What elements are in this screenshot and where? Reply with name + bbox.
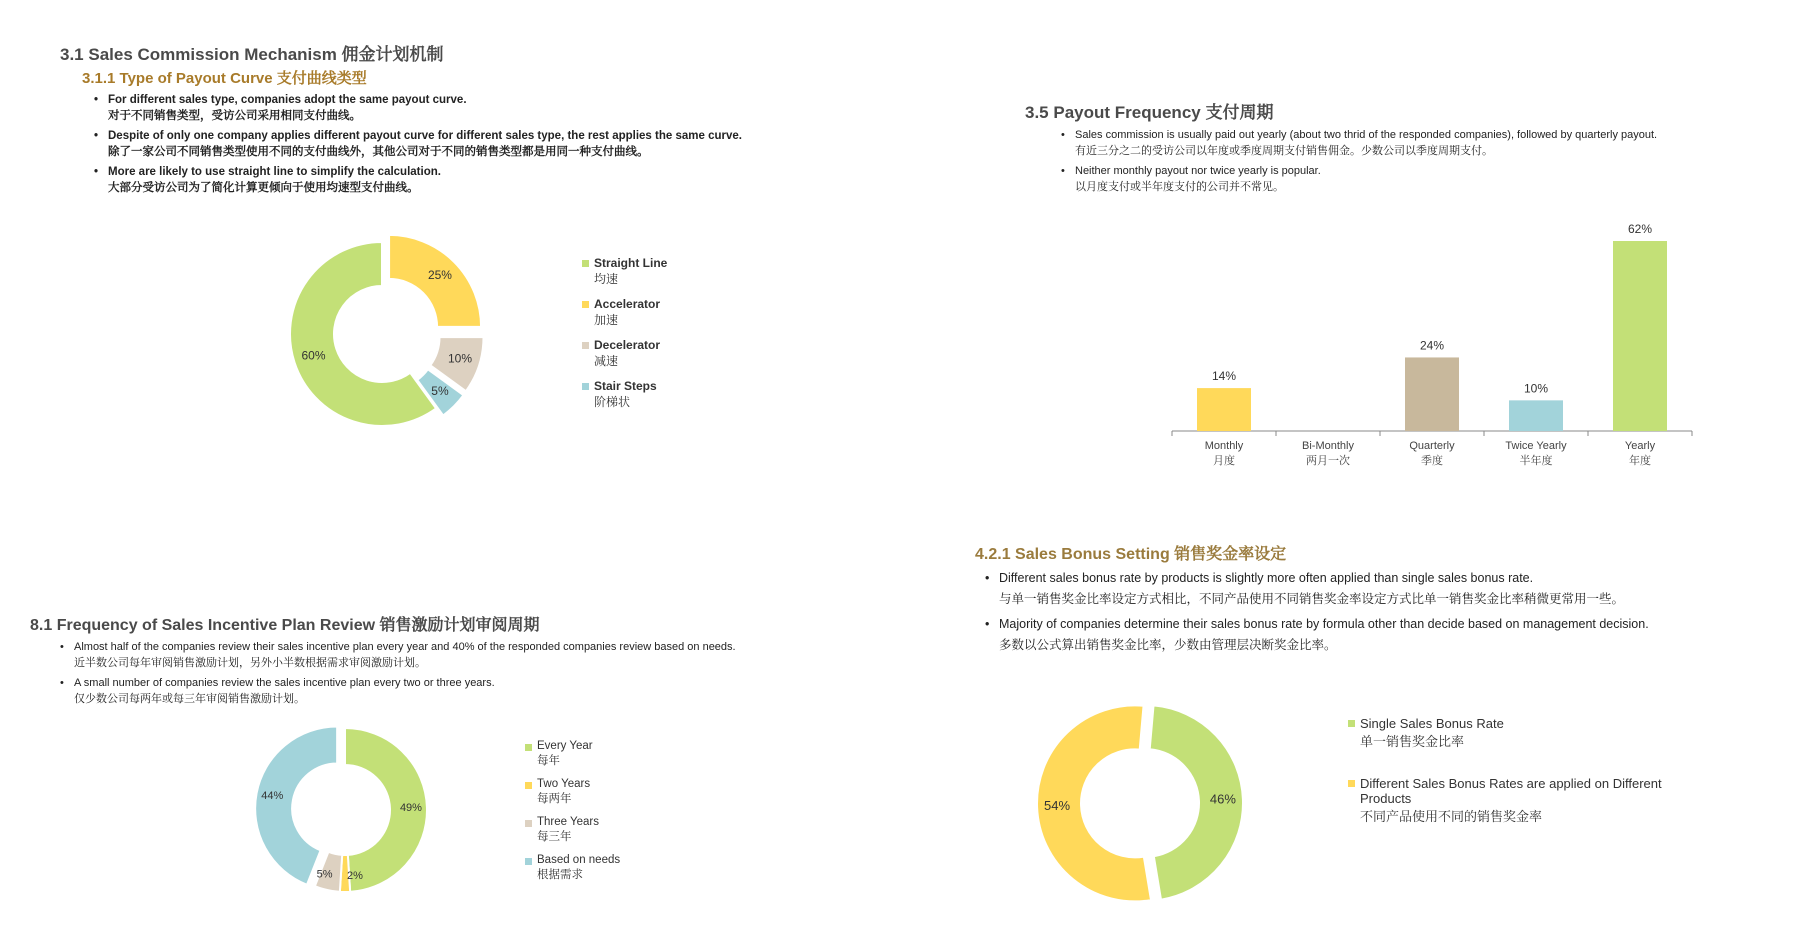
- legend-item: Straight Line 均速: [582, 256, 667, 287]
- bullet-item: • Sales commission is usually paid out yearly (about two thrid of the responded companies), followed by quarterly payout. 有近三分之二的受访公司以年度或季度周期支付销售佣金。少数公司以季度周期支付。: [1061, 127, 1785, 159]
- payout-frequency-bar-chart: [1160, 215, 1720, 475]
- legend-swatch: [582, 342, 589, 349]
- slice-value-label: 54%: [1044, 797, 1071, 813]
- legend-item: Accelerator 加速: [582, 297, 667, 328]
- x-tick-label-zh: 年度: [1629, 455, 1651, 467]
- legend-swatch: [525, 858, 532, 865]
- legend-item: Three Years 每三年: [525, 816, 620, 844]
- legend-swatch: [582, 260, 589, 267]
- slice-value-label: 2%: [347, 869, 363, 882]
- slice-value-label: 5%: [431, 384, 449, 399]
- bullet-item: • Neither monthly payout nor twice yearly is popular. 以月度支付或半年度支付的公司并不常见。: [1061, 163, 1785, 195]
- x-tick-label: Quarterly: [1409, 440, 1455, 452]
- x-tick-label-zh: 季度: [1421, 455, 1443, 467]
- bar: [1613, 241, 1667, 431]
- x-tick-label: Monthly: [1204, 440, 1244, 452]
- payout-curve-bullets: [94, 92, 760, 196]
- bullet-item: • For different sales type, companies adopt the same payout curve. 对于不同销售类型，受访公司采用相同支付曲线。: [94, 92, 760, 124]
- bonus-setting-legend: [1348, 716, 1678, 835]
- bar: [1509, 400, 1563, 431]
- slice-value-label: 5%: [316, 868, 333, 881]
- bullet-item: • More are likely to use straight line to simplify the calculation. 大部分受访公司为了简化计算更倾向于使用均速型支付曲线。: [94, 164, 760, 196]
- bullet-item: • Almost half of the companies review their sales incentive plan every year and 40% of the responded companies review based on needs. 近半数公司每年审阅销售激励计划，另外小半数根据需求审阅激励计划。: [60, 639, 830, 671]
- payout-frequency-panel: [1025, 98, 1785, 199]
- legend-swatch: [582, 383, 589, 390]
- legend-item: Single Sales Bonus Rate 单一销售奖金比率: [1348, 716, 1678, 750]
- bonus-setting-donut-chart: [1025, 688, 1265, 928]
- bonus-setting-title: 4.2.1 Sales Bonus Setting 销售奖金率设定: [975, 546, 1287, 563]
- plan-review-legend: [525, 740, 620, 892]
- legend-swatch: [1348, 720, 1355, 727]
- payout-frequency-title: 3.5 Payout Frequency 支付周期: [1025, 103, 1274, 122]
- legend-item: Different Sales Bonus Rates are applied on Different Products 不同产品使用不同的销售奖金率: [1348, 776, 1678, 825]
- legend-swatch: [525, 782, 532, 789]
- payout-curve-title: 3.1 Sales Commission Mechanism 佣金计划机制: [60, 45, 444, 64]
- payout-curve-panel: [60, 40, 760, 200]
- payout-frequency-bullets: [1061, 127, 1785, 195]
- slice-value-label: 46%: [1209, 791, 1236, 807]
- plan-review-donut-chart: [240, 718, 450, 903]
- bullet-item: • A small number of companies review the sales incentive plan every two or three years. 仅少数公司每两年或每三年审阅销售激励计划。: [60, 675, 830, 707]
- slice-value-label: 49%: [399, 801, 422, 814]
- plan-review-bullets: [60, 639, 830, 707]
- legend-item: Two Years 每两年: [525, 778, 620, 806]
- x-tick-label-zh: 月度: [1213, 455, 1235, 467]
- payout-curve-subtitle: 3.1.1 Type of Payout Curve 支付曲线类型: [82, 70, 367, 87]
- bar-value-label: 62%: [1627, 222, 1653, 236]
- slice-value-label: 60%: [301, 348, 326, 363]
- slice-value-label: 44%: [261, 790, 284, 803]
- x-tick-label: Twice Yearly: [1505, 440, 1567, 452]
- bonus-setting-bullets: [985, 568, 1795, 656]
- legend-item: Decelerator 减速: [582, 338, 667, 369]
- slice-value-label: 10%: [447, 351, 473, 366]
- plan-review-title: 8.1 Frequency of Sales Incentive Plan Review 销售激励计划审阅周期: [30, 617, 540, 634]
- bonus-setting-panel: [975, 541, 1795, 660]
- legend-swatch: [582, 301, 589, 308]
- legend-item: Stair Steps 阶梯状: [582, 379, 667, 410]
- legend-swatch: [1348, 780, 1355, 787]
- legend-swatch: [525, 820, 532, 827]
- slice-value-label: 25%: [427, 268, 452, 283]
- bullet-item: • Majority of companies determine their sales bonus rate by formula other than decide based on management decision. 多数以公式算出销售奖金比率，少数由管理层决断奖金比率。: [985, 614, 1795, 656]
- bullet-item: • Different sales bonus rate by products is slightly more often applied than single sales bonus rate. 与单一销售奖金比率设定方式相比，不同产品使用不同销售奖金率设定方式比单一销售奖金比率稍微更常用一些。: [985, 568, 1795, 610]
- x-tick-label-zh: 半年度: [1519, 455, 1553, 467]
- bar: [1405, 357, 1459, 431]
- x-tick-label: Bi-Monthly: [1302, 440, 1354, 452]
- bar: [1197, 388, 1251, 431]
- payout-curve-donut-chart: [260, 222, 500, 442]
- payout-curve-legend: [582, 256, 667, 420]
- legend-item: Every Year 每年: [525, 740, 620, 768]
- bar-value-label: 14%: [1211, 369, 1237, 384]
- x-tick-label-zh: 两月一次: [1306, 455, 1350, 467]
- legend-swatch: [525, 744, 532, 751]
- plan-review-panel: [30, 612, 830, 711]
- bar-value-label: 24%: [1419, 338, 1445, 353]
- bullet-item: • Despite of only one company applies different payout curve for different sales type, the rest applies the same curve. 除了一家公司不同销售类型使用不同的支付曲线外，其他公司对于不同的销售类型都是用同一种支付曲线。: [94, 128, 760, 160]
- x-tick-label: Yearly: [1624, 440, 1656, 452]
- bar-value-label: 10%: [1523, 381, 1549, 396]
- legend-item: Based on needs 根据需求: [525, 854, 620, 882]
